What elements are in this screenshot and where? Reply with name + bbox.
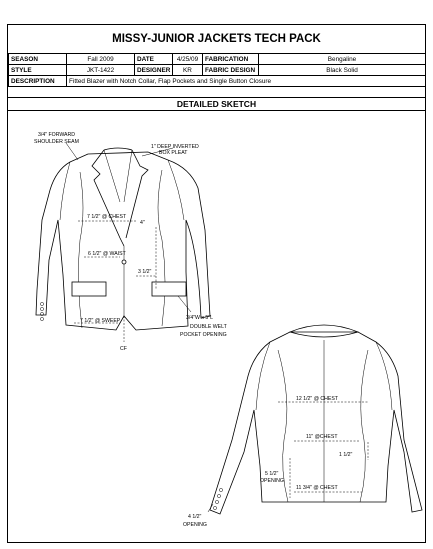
note-back-side: 1 1/2" xyxy=(339,452,353,458)
note-box-pleat-1: 1" DEEP INVERTED xyxy=(151,144,199,150)
season-value: Fall 2009 xyxy=(67,54,135,65)
note-front-sweep: 7 1/2" @ SWEEP xyxy=(80,318,121,324)
fabric-design-value: Black Solid xyxy=(259,65,426,76)
section-title: DETAILED SKETCH xyxy=(8,97,425,111)
note-pocket-drop: 3 1/2" xyxy=(138,269,152,275)
note-cuff-1: 4 1/2" xyxy=(188,514,202,520)
spec-table xyxy=(8,53,426,87)
note-front-chest: 7 1/2" @ CHEST xyxy=(87,214,127,220)
season-label: SEASON xyxy=(9,54,67,65)
note-box-pleat-2: BOX PLEAT xyxy=(159,150,188,156)
note-cuff-2: OPENING xyxy=(183,522,207,528)
page-title: MISSY-JUNIOR JACKETS TECH PACK xyxy=(112,33,321,45)
note-vent-1: 5 1/2" xyxy=(265,471,279,477)
designer-label: DESIGNER xyxy=(135,65,173,76)
note-front-waist: 6 1/2" @ WAIST xyxy=(88,251,126,257)
note-chest-gap: 4" xyxy=(140,220,145,226)
button-icon xyxy=(122,260,126,264)
note-back-chest-lower: 11" @CHEST xyxy=(306,434,338,440)
note-back-chest-upper: 12 1/2" @ CHEST xyxy=(296,396,338,402)
front-jacket-sketch xyxy=(36,143,210,342)
fabrication-value: Bengaline xyxy=(259,54,426,65)
description-label: DESCRIPTION xyxy=(9,76,67,87)
note-pocket-2: DOUBLE WELT xyxy=(190,324,227,330)
tech-pack-sheet xyxy=(7,24,426,543)
fabric-design-label: FABRIC DESIGN xyxy=(203,65,259,76)
note-shoulder-seam-2: SHOULDER SEAM xyxy=(34,139,79,145)
description-value: Fitted Blazer with Notch Collar, Flap Pockets and Single Button Closure xyxy=(67,76,426,87)
right-pocket-flap xyxy=(152,282,186,296)
spec-row-season xyxy=(9,54,426,65)
left-pocket-flap xyxy=(72,282,106,296)
date-label: DATE xyxy=(135,54,173,65)
style-label: STYLE xyxy=(9,65,67,76)
fabrication-label: FABRICATION xyxy=(203,54,259,65)
note-pocket-3: POCKET OPENING xyxy=(180,332,227,338)
detailed-sketch xyxy=(8,110,425,542)
date-value: 4/25/09 xyxy=(173,54,203,65)
note-cf: CF xyxy=(120,346,127,352)
designer-value: KR xyxy=(173,65,203,76)
note-shoulder-seam-1: 3/4" FORWARD xyxy=(38,132,76,138)
note-pocket-1: 3/4"W x 5"L xyxy=(186,315,214,321)
note-vent-2: OPENING xyxy=(260,478,284,484)
spec-row-description xyxy=(9,76,426,87)
note-back-hem: 11 3/4" @ CHEST xyxy=(296,485,338,491)
style-value: JKT-1422 xyxy=(67,65,135,76)
spec-row-style xyxy=(9,65,426,76)
